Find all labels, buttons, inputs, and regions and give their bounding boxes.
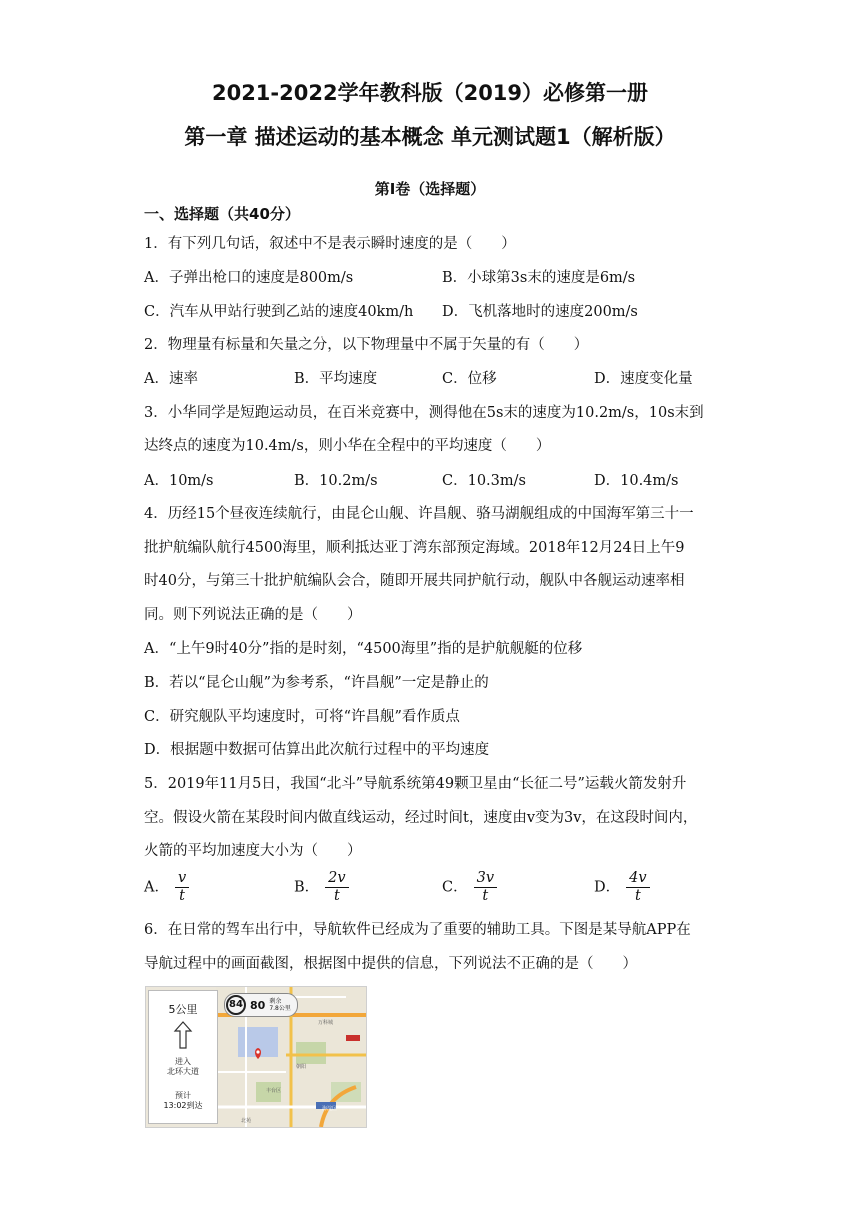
fraction-denominator: t bbox=[333, 888, 340, 904]
q3-stem-line2: 达终点的速度为10.4m/s，则小华在全程中的平均速度（ ） bbox=[144, 438, 551, 454]
q5-option-d bbox=[594, 870, 650, 905]
q1-option-c: C．汽车从甲站行驶到乙站的速度40km/h bbox=[144, 304, 414, 320]
remaining-value: 7.8公里 bbox=[269, 1005, 291, 1012]
next-turn-distance: 5公里 bbox=[168, 1003, 198, 1016]
q3-option-a: A．10m/s bbox=[144, 473, 214, 489]
q2-option-c: C．位移 bbox=[442, 371, 497, 387]
q4-option-c: C．研究舰队平均速度时，可将“许昌舰”看作质点 bbox=[144, 709, 460, 725]
q4-stem-line1: 4．历经15个昼夜连续航行，由昆仑山舰、许昌舰、骆马湖舰组成的中国海军第三十一 bbox=[144, 506, 694, 522]
q1-stem: 1．有下列几句话，叙述中不是表示瞬时速度的是（ ） bbox=[144, 236, 516, 252]
navigation-instruction-panel bbox=[148, 990, 218, 1124]
park-shape bbox=[296, 1042, 326, 1064]
speed-limit-sign: 84 bbox=[226, 995, 246, 1015]
q5-option-c bbox=[442, 870, 497, 905]
section-title: 一、选择题（共40分） bbox=[144, 205, 300, 223]
navigation-map-figure bbox=[145, 986, 367, 1128]
fraction bbox=[325, 870, 348, 905]
part-title: 第Ⅰ卷（选择题） bbox=[374, 180, 486, 198]
remaining-distance bbox=[269, 998, 291, 1012]
map-label: 朝阳 bbox=[296, 1064, 307, 1070]
map-label: 万科城 bbox=[318, 1020, 334, 1026]
q2-stem: 2．物理量有标量和矢量之分，以下物理量中不属于矢量的有（ ） bbox=[144, 337, 589, 353]
q1-option-b: B．小球第3s末的速度是6m/s bbox=[442, 270, 636, 286]
option-label: A． bbox=[144, 879, 169, 896]
option-label: B． bbox=[294, 879, 320, 896]
arrow-up-icon bbox=[173, 1021, 193, 1049]
fraction bbox=[626, 870, 649, 905]
q5-stem-line3: 火箭的平均加速度大小为（ ） bbox=[144, 843, 362, 859]
q3-stem-line1: 3．小华同学是短跑运动员，在百米竞赛中，测得他在5s末的速度为10.2m/s，10s末到 bbox=[144, 405, 704, 421]
fraction bbox=[474, 870, 497, 905]
q3-option-d: D．10.4m/s bbox=[594, 473, 679, 489]
map-marker-red bbox=[346, 1035, 360, 1041]
eta-line1: 预计 bbox=[175, 1091, 191, 1100]
enter-road-text bbox=[149, 1057, 217, 1077]
fraction-numerator: 4v bbox=[626, 870, 649, 888]
map-label: 海淀区 bbox=[322, 1106, 338, 1112]
q4-option-b: B．若以“昆仑山舰”为参考系，“许昌舰”一定是静止的 bbox=[144, 675, 489, 691]
eta-text bbox=[149, 1091, 217, 1111]
q1-option-a: A．子弹出枪口的速度是800m/s bbox=[144, 270, 354, 286]
document-title-line1: 2021-2022学年教科版（2019）必修第一册 bbox=[211, 81, 649, 105]
q5-option-b bbox=[294, 870, 349, 905]
q4-stem-line3: 时40分，与第三十批护航编队会合，随即开展共同护航行动，舰队中各舰运动速率相 bbox=[144, 573, 685, 589]
option-label: D． bbox=[594, 879, 621, 896]
map-label: 北苑 bbox=[241, 1118, 252, 1124]
fraction-numerator: v bbox=[175, 870, 189, 888]
remaining-label: 剩余 bbox=[269, 998, 282, 1005]
fraction-denominator: t bbox=[179, 888, 185, 904]
q2-option-b: B．平均速度 bbox=[294, 371, 378, 387]
fraction bbox=[175, 870, 189, 905]
q4-option-d: D．根据题中数据可估算出此次航行过程中的平均速度 bbox=[144, 742, 490, 758]
q2-option-a: A．速率 bbox=[144, 371, 198, 387]
q4-stem-line2: 批护航编队航行4500海里，顺利抵达亚丁湾东部预定海域。2018年12月24日上午9 bbox=[144, 540, 685, 556]
speed-info-badge bbox=[224, 993, 298, 1017]
fraction-denominator: t bbox=[634, 888, 641, 904]
q3-option-c: C．10.3m/s bbox=[442, 473, 526, 489]
q6-stem-line1: 6．在日常的驾车出行中，导航软件已经成为了重要的辅助工具。下图是某导航APP在 bbox=[144, 922, 691, 938]
q5-option-a bbox=[144, 870, 189, 905]
fraction-denominator: t bbox=[482, 888, 489, 904]
map-label: 丰台区 bbox=[266, 1088, 282, 1094]
enter-road-line2: 北环大道 bbox=[167, 1067, 199, 1076]
q4-option-a: A．“上午9时40分”指的是时刻，“4500海里”指的是护航舰艇的位移 bbox=[144, 641, 583, 657]
q5-stem-line2: 空。假设火箭在某段时间内做直线运动，经过时间t，速度由v变为3v，在这段时间内， bbox=[144, 810, 698, 826]
fraction-numerator: 2v bbox=[325, 870, 348, 888]
q6-stem-line2: 导航过程中的画面截图，根据图中提供的信息，下列说法不正确的是（ ） bbox=[144, 956, 637, 972]
eta-line2: 13:02到达 bbox=[163, 1101, 203, 1110]
q5-stem-line1: 5．2019年11月5日，我国“北斗”导航系统第49颗卫星由“长征二号”运载火箭发射升 bbox=[144, 776, 687, 792]
q2-option-d: D．速度变化量 bbox=[594, 371, 693, 387]
current-speed: 80 bbox=[250, 998, 266, 1012]
fraction-numerator: 3v bbox=[474, 870, 497, 888]
q4-stem-line4: 同。则下列说法正确的是（ ） bbox=[144, 607, 362, 623]
q3-option-b: B．10.2m/s bbox=[294, 473, 378, 489]
q1-option-d: D．飞机落地时的速度200m/s bbox=[442, 304, 638, 320]
document-title-line2: 第一章 描述运动的基本概念 单元测试题1（解析版） bbox=[184, 125, 676, 149]
enter-road-line1: 进入 bbox=[175, 1057, 191, 1066]
option-label: C． bbox=[442, 879, 468, 896]
